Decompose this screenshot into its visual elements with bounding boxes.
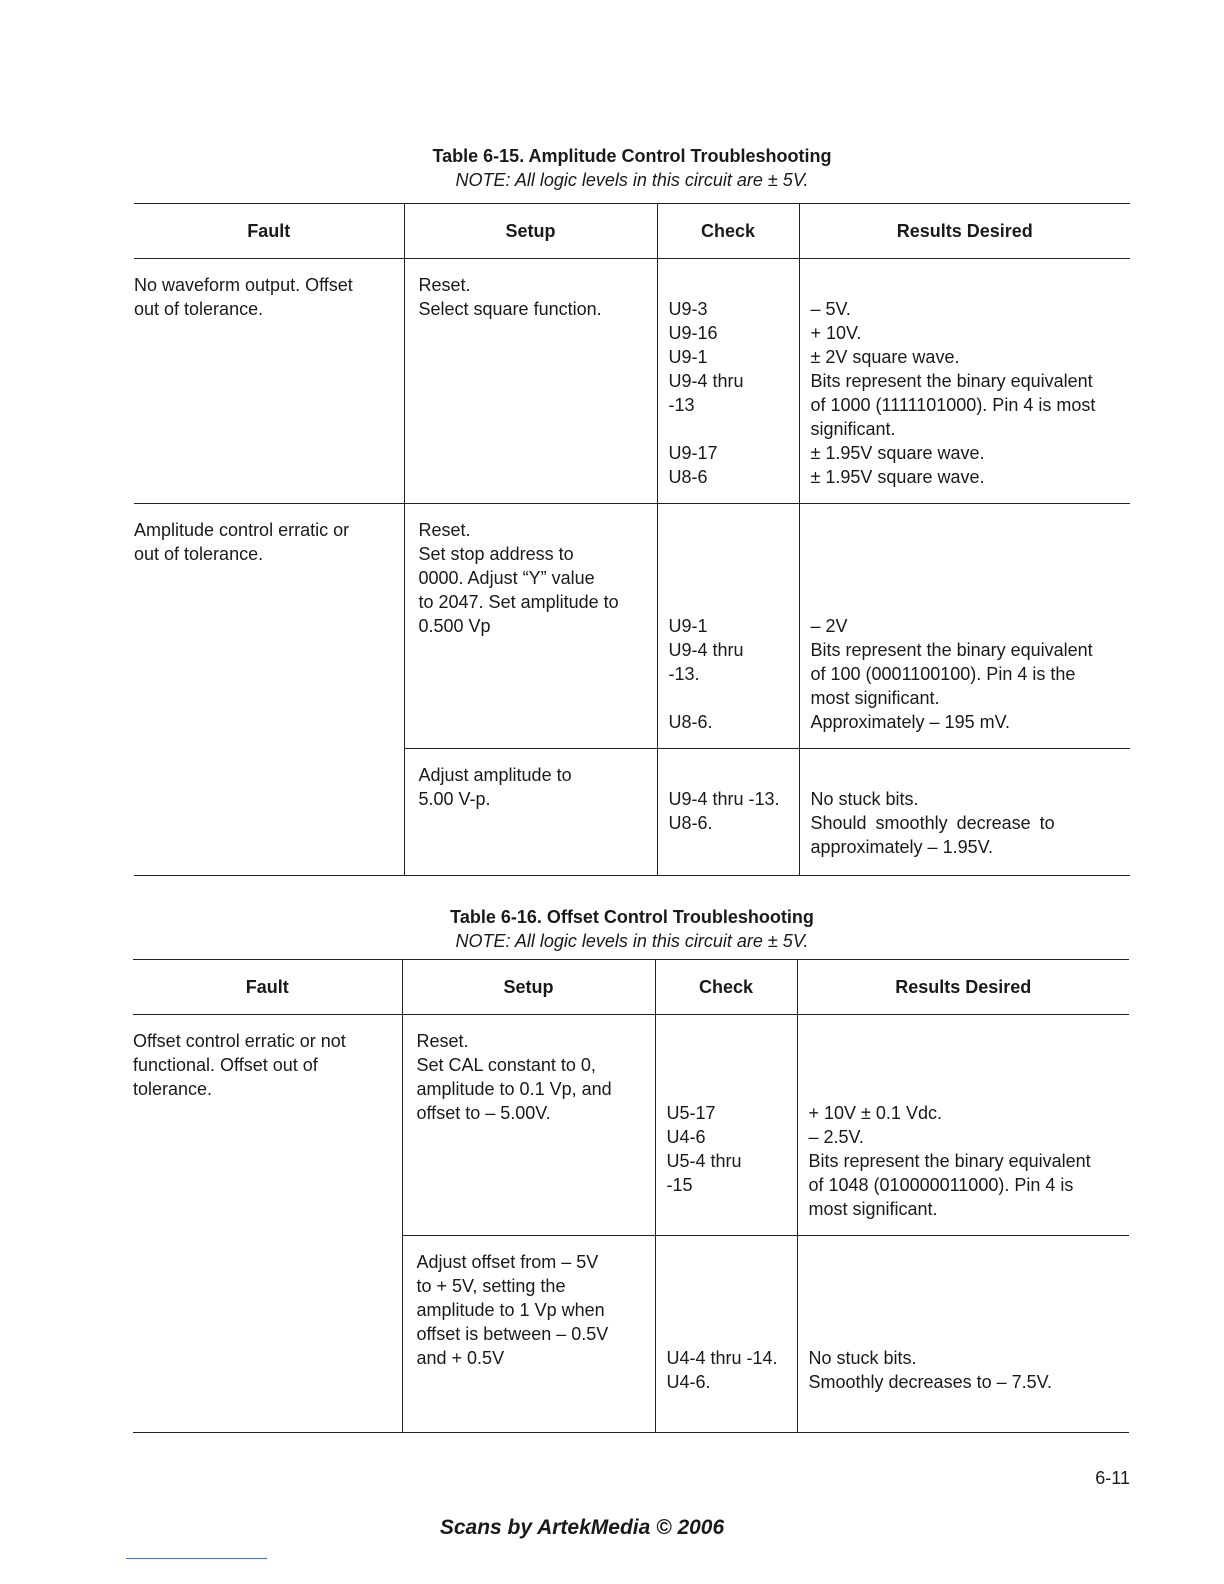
- setup-line: Adjust offset from – 5V: [416, 1252, 599, 1272]
- results-line: [811, 566, 1131, 590]
- fault-cell: [134, 259, 404, 504]
- results-cell: [797, 1015, 1129, 1236]
- table-6-15-caption: [0, 144, 1224, 192]
- results-line: – 5V.: [810, 299, 851, 319]
- header-fault: Fault: [133, 960, 402, 1015]
- setup-line: Adjust amplitude to: [418, 765, 572, 785]
- fault-cell: [133, 1015, 402, 1433]
- check-line: U4-4 thru -14.: [666, 1348, 778, 1368]
- results-line: No stuck bits.: [808, 1348, 917, 1368]
- results-line: ± 1.95V square wave.: [810, 443, 985, 463]
- results-cell: [799, 749, 1130, 876]
- fault-line: out of tolerance.: [134, 299, 264, 319]
- results-line: Bits represent the binary equivalent: [808, 1151, 1091, 1171]
- fault-line: Offset control erratic or not: [133, 1031, 346, 1051]
- setup-line: 0000. Adjust “Y” value: [418, 568, 595, 588]
- check-cell: [655, 1015, 797, 1236]
- results-line: most significant.: [808, 1199, 938, 1219]
- setup-line: Reset.: [418, 275, 471, 295]
- check-line: [669, 686, 799, 710]
- results-line: approximately – 1.95V.: [810, 837, 993, 857]
- fault-line: Amplitude control erratic or: [134, 520, 350, 540]
- results-line: [811, 542, 1131, 566]
- results-line: [809, 1053, 1130, 1077]
- check-cell: [657, 259, 799, 504]
- check-line: -15: [666, 1175, 693, 1195]
- check-line: [669, 273, 799, 297]
- check-line: [669, 417, 799, 441]
- results-line: of 1000 (1111101000). Pin 4 is most: [810, 395, 1096, 415]
- results-line: Bits represent the binary equivalent: [810, 640, 1093, 660]
- check-line: U5-4 thru: [666, 1151, 742, 1171]
- table-6-15: [134, 203, 1130, 876]
- check-line: U8-6: [668, 467, 708, 487]
- check-line: U9-16: [668, 323, 718, 343]
- setup-line: offset is between – 0.5V: [416, 1324, 609, 1344]
- check-line: U9-1: [668, 616, 708, 636]
- table-row: [133, 1015, 1129, 1236]
- header-setup: Setup: [402, 960, 655, 1015]
- results-line: ± 2V square wave.: [810, 347, 960, 367]
- check-line: U4-6: [666, 1127, 706, 1147]
- setup-cell: [402, 1236, 655, 1433]
- results-line: Smoothly decreases to – 7.5V.: [808, 1372, 1052, 1392]
- results-line: of 1048 (010000011000). Pin 4 is: [808, 1175, 1074, 1195]
- check-line: [667, 1250, 797, 1274]
- check-line: [667, 1298, 797, 1322]
- setup-cell: [404, 749, 657, 876]
- results-line: No stuck bits.: [810, 789, 919, 809]
- fault-cell: [134, 504, 404, 876]
- check-line: U4-6.: [666, 1372, 711, 1392]
- table-6-16-caption: [0, 905, 1224, 953]
- table-6-16: [133, 959, 1129, 1433]
- page-number: 6-11: [1095, 1468, 1130, 1488]
- results-line: Approximately – 195 mV.: [810, 712, 1010, 732]
- table-row: [134, 504, 1130, 749]
- check-line: [667, 1322, 797, 1346]
- results-line: Should smoothly decrease to: [810, 813, 1055, 833]
- results-cell: [799, 504, 1130, 749]
- table-6-15-header-row: [134, 204, 1130, 259]
- setup-line: amplitude to 0.1 Vp, and: [416, 1079, 612, 1099]
- results-line: [811, 763, 1123, 787]
- check-line: [669, 590, 799, 614]
- setup-line: Reset.: [416, 1031, 469, 1051]
- check-cell: [655, 1236, 797, 1433]
- check-line: [669, 566, 799, 590]
- setup-line: Set CAL constant to 0,: [416, 1055, 596, 1075]
- results-line: significant.: [810, 419, 896, 439]
- results-line: ± 1.95V square wave.: [810, 467, 985, 487]
- header-results-desired: Results Desired: [799, 204, 1130, 259]
- table-6-15-note: NOTE: All logic levels in this circuit are ± 5V.: [455, 170, 809, 190]
- setup-line: 0.500 Vp: [418, 616, 491, 636]
- check-line: U5-17: [666, 1103, 716, 1123]
- table-6-16-title: Table 6-16. Offset Control Troubleshooting: [450, 907, 814, 927]
- results-line: Bits represent the binary equivalent: [810, 371, 1093, 391]
- header-results-desired: Results Desired: [797, 960, 1129, 1015]
- setup-line: Reset.: [418, 520, 471, 540]
- fault-line: No waveform output. Offset: [134, 275, 353, 295]
- setup-line: Select square function.: [418, 299, 602, 319]
- check-line: U9-1: [668, 347, 708, 367]
- results-line: of 100 (0001100100). Pin 4 is the: [810, 664, 1076, 684]
- results-line: [809, 1250, 1130, 1274]
- setup-cell: [404, 504, 657, 749]
- results-line: + 10V.: [810, 323, 862, 343]
- check-line: U9-4 thru: [668, 371, 744, 391]
- header-setup: Setup: [404, 204, 657, 259]
- fault-line: functional. Offset out of: [133, 1055, 318, 1075]
- check-line: [669, 542, 799, 566]
- check-line: U9-17: [668, 443, 718, 463]
- results-line: – 2V: [810, 616, 848, 636]
- fault-line: out of tolerance.: [134, 544, 264, 564]
- results-line: most significant.: [810, 688, 940, 708]
- check-line: -13: [668, 395, 695, 415]
- fault-line: tolerance.: [133, 1079, 213, 1099]
- results-line: [811, 590, 1131, 614]
- results-cell: [799, 259, 1130, 504]
- check-line: [667, 1274, 797, 1298]
- results-line: [809, 1322, 1130, 1346]
- setup-cell: [404, 259, 657, 504]
- results-cell: [797, 1236, 1129, 1433]
- setup-line: to 2047. Set amplitude to: [418, 592, 619, 612]
- check-line: U8-6.: [668, 813, 713, 833]
- setup-line: to + 5V, setting the: [416, 1276, 566, 1296]
- setup-line: Set stop address to: [418, 544, 574, 564]
- check-line: [669, 518, 799, 542]
- setup-line: 5.00 V-p.: [418, 789, 491, 809]
- check-cell: [657, 504, 799, 749]
- setup-line: and + 0.5V: [416, 1348, 505, 1368]
- results-line: [811, 518, 1131, 542]
- check-line: [667, 1029, 797, 1053]
- setup-line: offset to – 5.00V.: [416, 1103, 551, 1123]
- results-line: – 2.5V.: [808, 1127, 864, 1147]
- results-line: [811, 273, 1131, 297]
- scan-credit: Scans by ArtekMedia © 2006: [439, 1516, 725, 1539]
- check-line: U8-6.: [668, 712, 713, 732]
- check-line: U9-4 thru: [668, 640, 744, 660]
- setup-cell: [402, 1015, 655, 1236]
- table-6-15-title: Table 6-15. Amplitude Control Troubleshooting: [432, 146, 832, 166]
- check-line: [669, 763, 799, 787]
- table-6-16-header-row: [133, 960, 1129, 1015]
- check-line: [667, 1053, 797, 1077]
- results-line: [809, 1029, 1130, 1053]
- check-line: U9-4 thru -13.: [668, 789, 780, 809]
- results-line: [809, 1274, 1130, 1298]
- results-line: [809, 1077, 1130, 1101]
- table-6-16-note: NOTE: All logic levels in this circuit are ± 5V.: [455, 931, 809, 951]
- decorative-rule: [126, 1558, 267, 1559]
- check-line: -13.: [668, 664, 700, 684]
- header-check: Check: [655, 960, 797, 1015]
- table-row: [134, 259, 1130, 504]
- results-line: + 10V ± 0.1 Vdc.: [808, 1103, 942, 1123]
- results-line: [809, 1298, 1130, 1322]
- setup-line: amplitude to 1 Vp when: [416, 1300, 605, 1320]
- header-fault: Fault: [134, 204, 404, 259]
- check-cell: [657, 749, 799, 876]
- check-line: U9-3: [668, 299, 708, 319]
- check-line: [667, 1077, 797, 1101]
- header-check: Check: [657, 204, 799, 259]
